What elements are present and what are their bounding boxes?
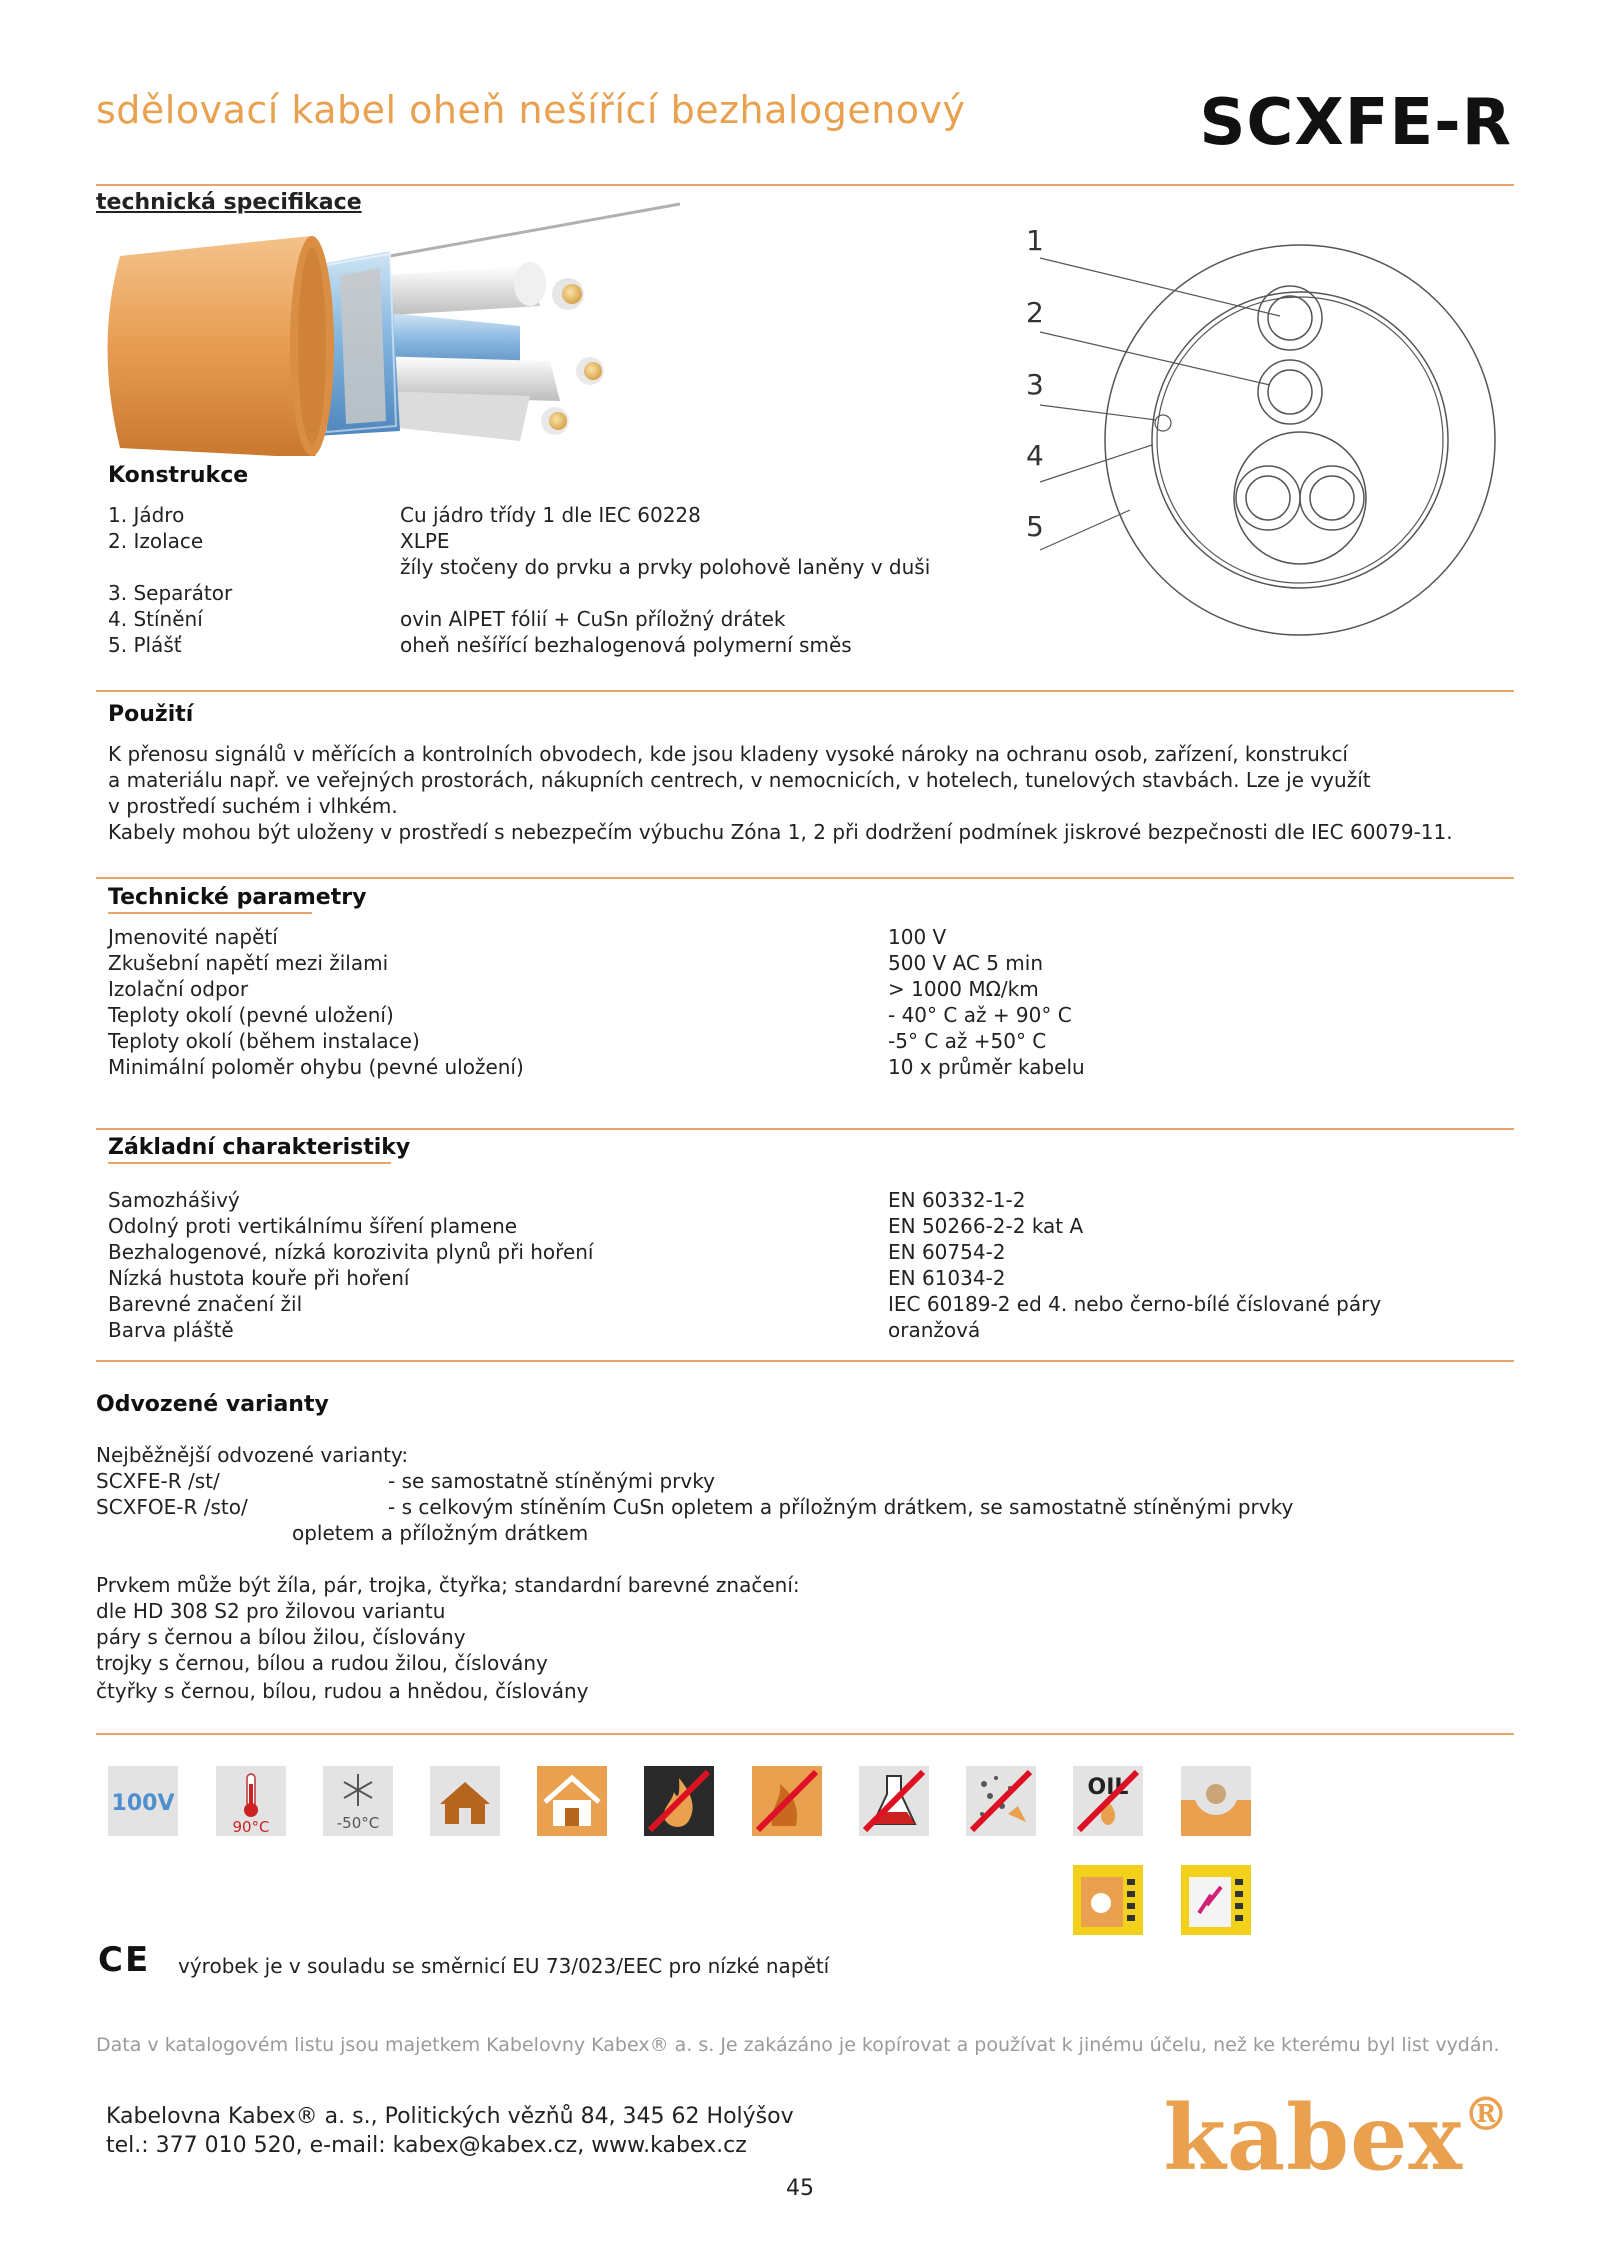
thermometer-hot-icon [216,1766,286,1836]
svg-text:OIL: OIL [1087,1775,1129,1800]
table-row: Teploty okolí (pevné uložení) - 40° C až + 90° C [108,1003,1072,1027]
variant-code: SCXFOE-R /sto/ [96,1495,248,1519]
diagram-label-3: 3 [1026,368,1044,401]
outdoor-house-icon [537,1766,607,1836]
table-row: Jmenovité napětí 100 V [108,925,947,949]
paragraph-line: dle HD 308 S2 pro žilovou variantu [96,1599,446,1623]
paragraph-line: K přenosu signálů v měřících a kontrolních obvodech, kde jsou kladeny vysoké nároky na ochranu osob, zařízení, konstrukcí [108,742,1348,766]
paragraph-line: Kabely mohou být uloženy v prostředí s nebezpečím výbuchu Zóna 1, 2 při dodržení podmínek jiskrové bezpečnosti dle IEC 60079-11. [108,820,1453,844]
paragraph-line: trojky s černou, bílou a rudou žilou, číslovány [96,1651,548,1675]
section-heading-parametry: Technické parametry [108,885,367,910]
table-row: Barevné značení žil IEC 60189-2 ed 4. nebo černo-bílé číslované páry [108,1292,1382,1316]
flame-retardant-icon [644,1766,714,1836]
snowflake-icon [323,1766,393,1836]
no-corrosive-gas-icon [859,1766,929,1836]
diagram-label-1: 1 [1026,224,1044,257]
ce-statement: výrobek je v souladu se směrnicí EU 73/023/EEC pro nízké napětí [178,1954,830,1978]
explosion-zone-icon [1073,1865,1143,1935]
cross-section-diagram [1000,220,1520,640]
page-number: 45 [786,2176,814,2201]
divider [96,690,1514,692]
divider [96,877,1514,879]
table-row: Teploty okolí (během instalace) -5° C až +50° C [108,1029,1047,1053]
variant-desc-continuation: opletem a příložným drátkem [292,1521,589,1545]
divider [96,1733,1514,1735]
table-row: Samozhášivý EN 60332-1-2 [108,1188,1026,1212]
diagram-label-2: 2 [1026,296,1044,329]
variant-desc: - s celkovým stíněním CuSn opletem a příložným drátkem, se samostatně stíněnými prvky [388,1495,1294,1519]
oil-resistance-icon [1073,1766,1143,1836]
divider [96,184,1514,186]
divider [96,1128,1514,1130]
diagram-label-5: 5 [1026,510,1044,543]
heading-underline [108,1162,391,1164]
cable-illustration [90,196,730,456]
low-smoke-icon [966,1766,1036,1836]
table-row: Izolační odpor > 1000 MΩ/km [108,977,1039,1001]
indoor-house-icon [430,1766,500,1836]
paragraph-line: páry s černou a bílou žilou, číslovány [96,1625,466,1649]
divider [96,1360,1514,1362]
company-address: Kabelovna Kabex® a. s., Politických vězňů 84, 345 62 Holýšov [106,2104,794,2129]
table-row: Odolný proti vertikálnímu šíření plamene EN 50266-2-2 kat A [108,1214,1084,1238]
table-row: Minimální poloměr ohybu (pevné uložení) 10 x průměr kabelu [108,1055,1085,1079]
section-heading-charakteristiky: Základní charakteristiky [108,1135,411,1160]
varianty-intro: Nejběžnější odvozené varianty: [96,1443,409,1467]
ce-mark: CE [98,1940,151,1980]
paragraph-line: Prvkem může být žíla, pár, trojka, čtyřka; standardní barevné značení: [96,1573,800,1597]
spark-safety-icon [1181,1865,1251,1935]
table-row: Zkušební napětí mezi žilami 500 V AC 5 min [108,951,1044,975]
company-contact: tel.: 377 010 520, e-mail: kabex@kabex.cz, www.kabex.cz [106,2133,747,2158]
diagram-label-4: 4 [1026,439,1044,472]
section-heading-konstrukce: Konstrukce [108,463,249,488]
document-title: sdělovací kabel oheň nešířící bezhalogenový [96,88,966,132]
variant-desc: - se samostatně stíněnými prvky [388,1469,715,1493]
copyright-note: Data v katalogovém listu jsou majetkem Kabelovny Kabex® a. s. Je zakázáno je kopírovat a používat k jinému účelu, než ke kterému byl list vydán. [96,2034,1500,2056]
section-heading-varianty: Odvozené varianty [96,1392,329,1417]
spec-title: technická specifikace [96,190,362,215]
variant-code: SCXFE-R /st/ [96,1469,220,1493]
paragraph-line: čtyřky s černou, bílou, rudou a hnědou, číslovány [96,1679,589,1703]
voltage-icon [108,1766,178,1836]
ground-laying-icon [1181,1766,1251,1836]
heading-underline [108,912,312,914]
kabex-logo: kabex® [1163,2085,1510,2191]
svg-text:100V: 100V [111,1791,175,1816]
paragraph-line: a materiálu např. ve veřejných prostorách, nákupních centrech, v nemocnicích, v hotelech, tunelových stavbách. Lze je využít [108,768,1371,792]
table-row: Nízká hustota kouře při hoření EN 61034-2 [108,1266,1006,1290]
paragraph-line: v prostředí suchém i vlhkém. [108,794,398,818]
table-row: Barva pláště oranžová [108,1318,981,1342]
table-row: Bezhalogenové, nízká korozivita plynů při hoření EN 60754-2 [108,1240,1006,1264]
svg-text:90°C: 90°C [232,1818,270,1836]
no-flame-spread-icon [752,1766,822,1836]
svg-text:-50°C: -50°C [336,1814,380,1832]
section-heading-pouziti: Použití [108,702,194,727]
product-code: SCXFE-R [1199,86,1512,160]
